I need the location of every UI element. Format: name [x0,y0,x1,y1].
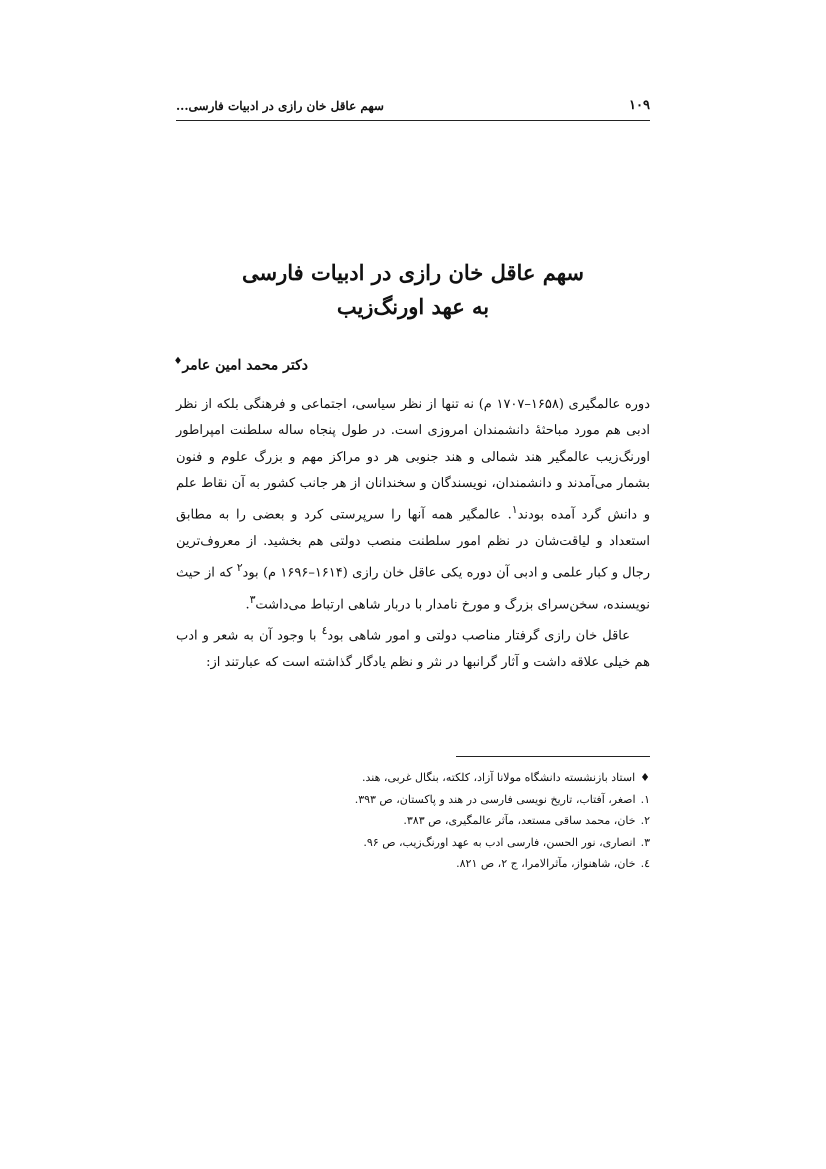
page-number: ۱۰۹ [629,98,650,113]
footnote-text: انصاری، نور الحسن، فارسی ادب به عهد اورنگ‌زیب، ص ۹۶. [363,835,636,849]
footnote-item [176,767,650,789]
footnote-marker: ۳. [640,835,650,849]
footnote-text: خان، محمد ساقی مستعد، مآثر عالمگیری، ص ۳۸۳. [403,814,636,827]
author-name: دکتر محمد امین عامر [182,357,308,374]
paragraph-2 [176,618,650,676]
footnote-item [176,853,650,875]
footnote-text: استاد بازنشسته دانشگاه مولانا آزاد، کلکته، بنگال غربی، هند. [362,771,636,784]
paragraph-1-text-c: که از حیث نویسنده، سخن‌سرای بزرگ و مورخ نامدار با دربار شاهی ارتباط می‌داشت [176,565,650,613]
footnote-item [176,789,650,811]
footnotes [176,767,650,875]
footnote-ref-3: ۳ [249,592,256,606]
footnote-ref-1: ۱ [511,503,518,517]
paragraph-1-text-b: . عالمگیر همه آنها را سرپرستی کرد و بعضی را به مطابق استعداد و لیاقت‌شان در نظم امور سلطنت منصب دولتی هم بخشید. از معروف‌ترین رجال و کبار علمی و ادبی آن دوره یکی عاقل خان رازی (۱۶۱۴–۱۶۹۶ م) بود [176,507,651,581]
paragraph-1-text-a: دوره عالمگیری (۱۶۵۸–۱۷۰۷ م) نه تنها از نظر سیاسی، اجتماعی و فرهنگی بلکه از نظر ادبی هم مورد مباحثهٔ دانشمندان امروزی است. در طول پنجاه ساله سلطنت امپراطور اورنگ‌زیب عالمگیر هند شمالی و هند جنوبی هر دو مراکز مهم و بزرگ علوم و فنون بشمار می‌آمدند و دانشمندان، نویسندگان و سخندانان از هر جانب کشور به آن نقاط علم و دانش گرد آمده بودند [176,397,651,523]
footnote-item [176,810,650,832]
article-title [176,256,650,324]
footnote-ref-2: ۲ [236,561,243,575]
paragraph-2-text-b: با وجود آن به شعر و ادب هم خیلی علاقه داشت و آثار گرانبها در نثر و نظم یادگار گذاشته است که عبارتند از: [176,628,650,670]
paragraph-1-text-d: . [245,597,250,613]
body-text [176,392,650,676]
author-footnote-marker: ♦ [173,356,183,367]
footnote-item [176,832,650,854]
footnote-text: خان، شاهنواز، مآثرالامرا، ج ۲، ص ۸۲۱. [456,857,636,870]
running-title: سهم عاقل خان رازی در ادبیات فارسی... [176,99,384,113]
footnote-marker: ۲. [640,814,650,827]
title-line-2: به عهد اورنگ‌زیب [336,294,490,319]
footnote-text: اصغر، آفتاب، تاریخ نویسی فارسی در هند و پاکستان، ص ۳۹۳. [354,792,636,806]
footnote-ref-4: ٤ [321,624,328,638]
footnote-marker: ♦ [640,771,650,784]
footnote-marker: ۱. [640,792,650,806]
footnote-marker: ٤. [640,857,650,870]
title-line-1: سهم عاقل خان رازی در ادبیات فارسی [241,260,585,285]
paragraph-2-text-a: عاقل خان رازی گرفتار مناصب دولتی و امور شاهی بود [327,628,631,644]
footnote-separator [456,756,650,757]
paragraph-1 [176,392,650,618]
author-line [173,356,308,374]
running-header [176,98,650,121]
